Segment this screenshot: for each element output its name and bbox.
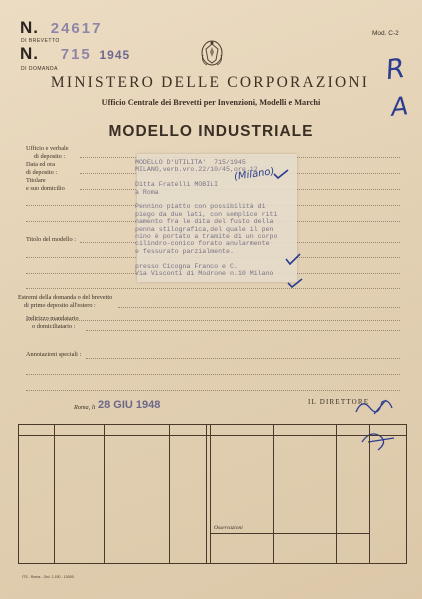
checkmark-icon-3 xyxy=(286,276,304,294)
typed-slip-line: MILANO,verb.vro.22/10/45,ore 12 xyxy=(135,166,258,174)
ufficio-label-line-2: di deposito : xyxy=(34,152,66,160)
titolare-label-line-2: e suo domicilio xyxy=(26,184,65,192)
brevetto-number: 24617 xyxy=(50,20,103,37)
table-vline xyxy=(336,425,337,563)
table-vline xyxy=(54,425,55,563)
data-label-line-1: Data ed ora xyxy=(26,161,56,168)
table-vline xyxy=(210,425,211,563)
mandatario-label xyxy=(26,315,79,330)
typed-slip-line: piego da due lati, con semplice riti xyxy=(135,210,278,218)
data-deposito-label xyxy=(26,161,57,176)
estremi-label-line-2: di primo deposito all'estero : xyxy=(24,301,96,309)
typed-slip-line: penna stilografica,del quale il pen xyxy=(135,225,274,233)
place-label: Roma, li xyxy=(74,404,96,411)
typed-slip-line xyxy=(135,196,277,203)
handwritten-correction: (Milano) xyxy=(233,166,276,183)
mod-code: Mod. C-2 xyxy=(372,30,399,37)
annotazioni-label: Annotazioni speciali : xyxy=(26,351,82,358)
typed-slip-line: a Roma xyxy=(135,188,159,196)
data-label-line-2: di deposito : xyxy=(26,168,58,176)
table-header-rule xyxy=(19,435,406,436)
annotazioni-dotted-line-1 xyxy=(86,358,400,359)
titolo-label: Titolo del modello : xyxy=(26,236,76,243)
typed-slip-line: namento fra le dita del fusto della xyxy=(135,218,274,226)
ufficio-label xyxy=(26,145,69,160)
typed-slip-line xyxy=(135,255,277,262)
annotazioni-dotted-line-3 xyxy=(26,390,400,391)
mandatario-label-line-2: o domiciliatario : xyxy=(32,322,76,330)
ministry-title: MINISTERO DELLE CORPORAZIONI xyxy=(50,74,370,91)
checkmark-icon xyxy=(272,167,290,185)
table-vline xyxy=(273,425,274,563)
mandatario-dotted-line xyxy=(86,330,400,331)
typed-slip-line: cilindro-conico forato anularmente xyxy=(135,240,270,248)
estremi-label xyxy=(18,294,112,309)
typed-slip-line: e fessurato parzialmente. xyxy=(135,247,234,255)
blank-dotted-line-2 xyxy=(26,320,400,321)
document-title: MODELLO INDUSTRIALE xyxy=(108,123,314,140)
domanda-number-row xyxy=(20,44,130,64)
date-stamp: 28 GIU 1948 xyxy=(98,399,161,411)
osservazioni-label: Osservazioni xyxy=(214,525,243,531)
handwritten-margin-letter-r: R xyxy=(383,52,407,87)
titolo-dotted-line-4 xyxy=(26,288,400,289)
domanda-number: 715 xyxy=(60,46,92,63)
annotazioni-dotted-line-2 xyxy=(26,374,400,375)
table-vline xyxy=(169,425,170,563)
typed-slip-line: Via Visconti di Modrone n.10 Milano xyxy=(135,270,274,278)
typed-slip-line: presso Cicogna Franco e C. xyxy=(135,262,238,270)
director-label: IL DIRETTORE xyxy=(308,398,370,406)
brevetto-sublabel: DI BREVETTO xyxy=(21,38,60,44)
titolare-label xyxy=(26,177,65,192)
typed-slip-line: Ditta Fratelli MOBILI xyxy=(135,181,219,189)
estremi-label-line-1: Estremi della domanda o del brevetto xyxy=(18,294,113,301)
ufficio-label-line-1: Ufficio e verbale xyxy=(26,145,69,152)
italian-state-emblem-icon xyxy=(199,38,225,68)
printer-note: ITS - Roma - Ord. 1.150 - 10000 xyxy=(22,575,74,579)
office-subtitle: Ufficio Centrale dei Brevetti per Invenzioni, Modelli e Marchi xyxy=(101,98,321,107)
registry-table xyxy=(18,424,407,564)
table-vline xyxy=(104,425,105,563)
table-vline xyxy=(206,425,207,563)
typed-slip-line: Pennino piatto con possibilità di xyxy=(135,203,266,211)
typed-slip-line: nino è portato a tramite di un corpo xyxy=(135,233,278,241)
estremi-dotted-line xyxy=(118,307,400,308)
table-vline xyxy=(369,425,370,563)
mandatario-label-line-1: Indirizzo mandatario xyxy=(26,315,79,322)
domanda-year: 1945 xyxy=(99,48,131,62)
brevetto-label: N. xyxy=(20,18,39,37)
domanda-sublabel: DI DOMANDA xyxy=(21,66,58,72)
handwritten-margin-letter-a: A xyxy=(389,91,410,122)
titolare-label-line-1: Titolare xyxy=(26,177,46,184)
director-signature xyxy=(352,394,402,425)
brevetto-number-row xyxy=(20,18,102,38)
osservazioni-rule xyxy=(210,533,370,534)
checkmark-icon-2 xyxy=(284,252,302,271)
typed-slip-line: MODELLO D'UTILITA' 715/1945 xyxy=(135,159,246,166)
domanda-label: N. xyxy=(20,44,39,63)
